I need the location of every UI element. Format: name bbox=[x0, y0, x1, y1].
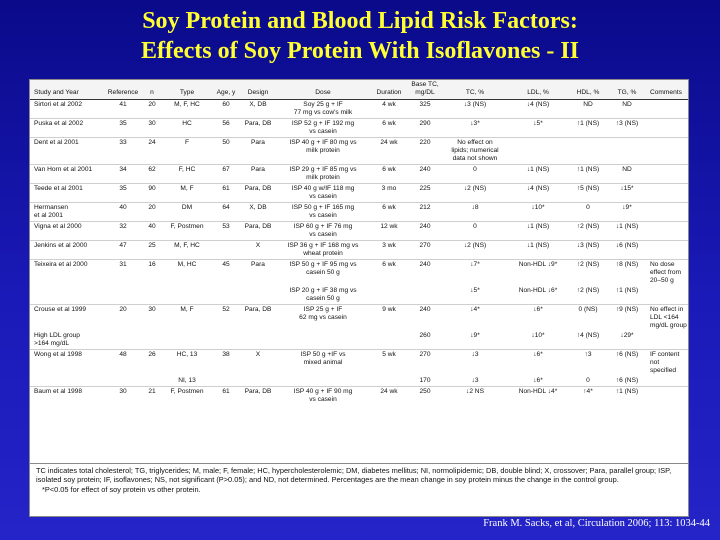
table-cell: 24 wk bbox=[370, 387, 408, 406]
table-cell: M, F bbox=[162, 184, 212, 203]
table-cell: M, F bbox=[162, 305, 212, 332]
table-cell bbox=[508, 138, 568, 165]
table-cell: ↓3 bbox=[442, 350, 508, 377]
table-cell: 35 bbox=[104, 184, 142, 203]
table-cell: ISP 25 g + IF 62 mg vs casein bbox=[276, 305, 370, 332]
table-cell: ↓10* bbox=[531, 332, 545, 339]
column-header: Dose bbox=[276, 80, 370, 100]
table-cell: ISP 29 g + IF 85 mg vs milk protein bbox=[276, 165, 370, 184]
table-cell bbox=[646, 387, 688, 406]
table-cell: ↓3 bbox=[471, 377, 479, 384]
table-cell: ↑2 (NS) bbox=[568, 260, 608, 287]
table-cell: 6 wk bbox=[370, 119, 408, 138]
table-cell: 0 (NS) bbox=[568, 305, 608, 332]
table-cell: No dose effect from 20–50 g bbox=[646, 260, 688, 287]
table-cell: Non-HDL ↓9* bbox=[508, 260, 568, 287]
table-cell bbox=[370, 331, 408, 350]
table-cell: 20 bbox=[142, 100, 162, 119]
table-cell: 9 wk bbox=[370, 305, 408, 332]
table-cell: 50 bbox=[212, 138, 240, 165]
table-cell: DM bbox=[162, 203, 212, 222]
table-cell: ISP 20 g + IF 38 mg vs casein 50 g bbox=[289, 287, 357, 302]
table-cell: 3 wk bbox=[370, 241, 408, 260]
table-cell: 31 bbox=[104, 260, 142, 287]
table-cell: 26 bbox=[142, 350, 162, 377]
table-cell: ↓9* bbox=[608, 203, 646, 222]
table-cell: Crouse et al 1999 bbox=[30, 305, 104, 332]
table-cell: 260 bbox=[419, 332, 431, 339]
table-cell: ND bbox=[608, 165, 646, 184]
table-cell: Vigna et al 2000 bbox=[30, 222, 104, 241]
table-cell: X, DB bbox=[240, 203, 276, 222]
table-cell: ↓6* bbox=[533, 377, 543, 384]
table-cell: ↓6* bbox=[508, 350, 568, 377]
table-cell: 52 bbox=[212, 305, 240, 332]
table-cell bbox=[646, 241, 688, 260]
table-cell: Wong et al 1998 bbox=[30, 350, 104, 377]
table-cell: ↓1 (NS) bbox=[508, 241, 568, 260]
table-cell: F, Postmen bbox=[162, 222, 212, 241]
table-cell: Baum et al 1998 bbox=[30, 387, 104, 406]
table-cell: F, HC bbox=[162, 165, 212, 184]
table-cell: 240 bbox=[408, 165, 442, 184]
table-cell: High LDL group >164 mg/dL bbox=[34, 332, 80, 347]
table-cell: 16 bbox=[142, 260, 162, 287]
column-header: Design bbox=[240, 80, 276, 100]
table-cell: Para bbox=[240, 165, 276, 184]
table-cell: 212 bbox=[408, 203, 442, 222]
table-cell: 270 bbox=[408, 241, 442, 260]
table-cell bbox=[646, 100, 688, 119]
table-cell: No effect in LDL <164 mg/dL group bbox=[646, 305, 688, 332]
table-cell: 34 bbox=[104, 165, 142, 184]
table-cell: 12 wk bbox=[370, 222, 408, 241]
table-panel bbox=[29, 79, 689, 464]
table-cell bbox=[276, 331, 370, 350]
table-cell: ↓4* bbox=[442, 305, 508, 332]
table-row bbox=[30, 100, 688, 119]
table-cell: M, F, HC bbox=[162, 100, 212, 119]
table-cell: Sirtori et al 2002 bbox=[30, 100, 104, 119]
table-cell: 25 bbox=[142, 241, 162, 260]
column-header: Base TC, mg/DL bbox=[408, 80, 442, 100]
table-cell: 20 bbox=[104, 305, 142, 332]
table-cell: ↑1 (NS) bbox=[615, 287, 639, 294]
table-cell: ↓3 (NS) bbox=[568, 241, 608, 260]
table-cell: IF content not specified bbox=[646, 350, 688, 377]
table-row bbox=[30, 305, 688, 332]
table-cell: ↑2 (NS) bbox=[576, 287, 600, 294]
table-cell: ISP 40 g w/IF 118 mg vs casein bbox=[276, 184, 370, 203]
table-cell bbox=[646, 222, 688, 241]
column-header: Comments bbox=[646, 80, 688, 100]
table-cell: ISP 50 g + IF 165 mg vs casein bbox=[276, 203, 370, 222]
slide-title-line2: Effects of Soy Protein With Isoflavones - II bbox=[141, 38, 579, 64]
table-cell: ↓2 (NS) bbox=[442, 184, 508, 203]
table-cell bbox=[646, 138, 688, 165]
table-cell: 21 bbox=[142, 387, 162, 406]
table-cell bbox=[646, 286, 688, 305]
table-cell: ↑5 (NS) bbox=[568, 184, 608, 203]
table-cell: 53 bbox=[212, 222, 240, 241]
table-cell: ↑4 (NS) bbox=[576, 332, 600, 339]
table-cell: ISP 40 g + IF 90 mg vs casein bbox=[276, 387, 370, 406]
table-cell: ↓9* bbox=[470, 332, 480, 339]
table-cell: 33 bbox=[104, 138, 142, 165]
table-cell: ↓15* bbox=[608, 184, 646, 203]
table-cell: ↓10* bbox=[508, 203, 568, 222]
table-cell: 30 bbox=[104, 387, 142, 406]
table-cell: ND bbox=[608, 100, 646, 119]
table-cell: ISP 40 g + IF 80 mg vs milk protein bbox=[276, 138, 370, 165]
table-row bbox=[30, 350, 688, 377]
table-cell bbox=[608, 138, 646, 165]
table-cell: ISP 36 g + IF 168 mg vs wheat protein bbox=[276, 241, 370, 260]
footnote-abbreviations: TC indicates total cholesterol; TG, triglycerides; M, male; F, female; HC, hypercholesterolemic; DM, diabetes mellitus; NI, normolipidemic; DB, double blind; X, crossover; Para, parallel group; ISP, isolated soy protein; IF, isoflavones; NS, not significant (P>0.05); and ND, not determined. Percentages are the mean change in soy protein minus the change in the control group. bbox=[36, 466, 672, 485]
table-cell bbox=[142, 376, 162, 387]
table-cell bbox=[30, 286, 104, 305]
table-cell: ↑1 (NS) bbox=[568, 165, 608, 184]
table-cell bbox=[212, 376, 240, 387]
column-header: TG, % bbox=[608, 80, 646, 100]
table-cell: ↓8 bbox=[442, 203, 508, 222]
table-cell: ↓7* bbox=[442, 260, 508, 287]
column-header: Type bbox=[162, 80, 212, 100]
table-cell: Para bbox=[240, 138, 276, 165]
column-header: LDL, % bbox=[508, 80, 568, 100]
table-cell: 240 bbox=[408, 305, 442, 332]
table-cell: 30 bbox=[142, 305, 162, 332]
table-cell: ↓2 NS bbox=[442, 387, 508, 406]
table-cell bbox=[408, 286, 442, 305]
table-cell: 3 mo bbox=[370, 184, 408, 203]
table-cell: 0 bbox=[586, 377, 590, 384]
table-cell bbox=[104, 286, 142, 305]
table-cell: ↓3 (NS) bbox=[442, 100, 508, 119]
table-cell: 6 wk bbox=[370, 203, 408, 222]
table-cell: Dent et al 2001 bbox=[30, 138, 104, 165]
table-cell: ↑1 (NS) bbox=[568, 119, 608, 138]
table-cell: Para, DB bbox=[240, 222, 276, 241]
table-cell: Teixeira et al 2000 bbox=[30, 260, 104, 287]
table-cell: ↓29* bbox=[620, 332, 634, 339]
table-cell: ↓1 (NS) bbox=[608, 222, 646, 241]
column-header: Age, y bbox=[212, 80, 240, 100]
table-cell bbox=[212, 241, 240, 260]
table-cell: HC bbox=[162, 119, 212, 138]
column-header: HDL, % bbox=[568, 80, 608, 100]
table-row bbox=[30, 331, 688, 350]
table-cell bbox=[646, 203, 688, 222]
table-cell: 325 bbox=[408, 100, 442, 119]
table-cell: 61 bbox=[212, 387, 240, 406]
table-cell: 40 bbox=[104, 203, 142, 222]
table-cell: ↓6* bbox=[508, 305, 568, 332]
table-cell: Para, DB bbox=[240, 184, 276, 203]
table-cell: Para, DB bbox=[240, 119, 276, 138]
table-cell bbox=[30, 376, 104, 387]
table-cell: ↑6 (NS) bbox=[608, 350, 646, 377]
table-cell: X bbox=[240, 350, 276, 377]
column-header: Duration bbox=[370, 80, 408, 100]
table-cell: Non-HDL ↓6* bbox=[518, 287, 558, 294]
column-header: Reference bbox=[104, 80, 142, 100]
table-cell bbox=[104, 331, 142, 350]
table-row bbox=[30, 203, 688, 222]
table-cell: Para, DB bbox=[240, 305, 276, 332]
table-cell: 90 bbox=[142, 184, 162, 203]
table-cell: 170 bbox=[419, 377, 431, 384]
table-cell: 4 wk bbox=[370, 100, 408, 119]
table-cell: ↓5* bbox=[470, 287, 480, 294]
table-cell: ↑3 (NS) bbox=[608, 119, 646, 138]
table-cell bbox=[370, 376, 408, 387]
table-cell: 240 bbox=[408, 260, 442, 287]
table-cell: ↓1 (NS) bbox=[508, 165, 568, 184]
table-cell: Hermansen et al 2001 bbox=[30, 203, 104, 222]
table-cell: ISP 50 g +IF vs mixed animal bbox=[276, 350, 370, 377]
table-cell: 64 bbox=[212, 203, 240, 222]
table-cell bbox=[240, 286, 276, 305]
table-body bbox=[30, 100, 688, 406]
table-cell: F bbox=[162, 138, 212, 165]
slide-title-line1: Soy Protein and Blood Lipid Risk Factors: bbox=[142, 8, 578, 34]
table-cell: ↓2 (NS) bbox=[442, 241, 508, 260]
table-row bbox=[30, 184, 688, 203]
table-cell: 32 bbox=[104, 222, 142, 241]
table-cell: Van Horn et al 2001 bbox=[30, 165, 104, 184]
table-cell: 38 bbox=[212, 350, 240, 377]
table-cell bbox=[646, 165, 688, 184]
table-cell: ND bbox=[568, 100, 608, 119]
table-cell bbox=[240, 376, 276, 387]
table-cell: Non-HDL ↓4* bbox=[508, 387, 568, 406]
table-cell: No effect on lipids; numerical data not shown bbox=[442, 138, 508, 165]
table-row bbox=[30, 387, 688, 406]
table-cell bbox=[646, 184, 688, 203]
table-cell: 225 bbox=[408, 184, 442, 203]
table-cell bbox=[104, 376, 142, 387]
table-cell: Soy 25 g + IF 77 mg vs cow's milk bbox=[276, 100, 370, 119]
table-cell: 35 bbox=[104, 119, 142, 138]
table-cell: ISP 52 g + IF 192 mg vs casein bbox=[276, 119, 370, 138]
table-cell: 250 bbox=[408, 387, 442, 406]
table-row bbox=[30, 165, 688, 184]
table-cell: 61 bbox=[212, 184, 240, 203]
table-cell bbox=[212, 286, 240, 305]
table-cell: 5 wk bbox=[370, 350, 408, 377]
table-cell: X bbox=[240, 241, 276, 260]
table-cell bbox=[162, 286, 212, 305]
table-cell: F, Postmen bbox=[162, 387, 212, 406]
table-cell: Para, DB bbox=[240, 387, 276, 406]
table-cell: Para bbox=[240, 260, 276, 287]
table-cell: ↑2 (NS) bbox=[568, 222, 608, 241]
table-cell: 40 bbox=[142, 222, 162, 241]
table-cell: 41 bbox=[104, 100, 142, 119]
table-cell: ↑4* bbox=[568, 387, 608, 406]
table-cell: 56 bbox=[212, 119, 240, 138]
table-cell: ↑9 (NS) bbox=[608, 305, 646, 332]
table-cell: M, F, HC bbox=[162, 241, 212, 260]
table-cell: ↑3 bbox=[568, 350, 608, 377]
citation: Frank M. Sacks, et al, Circulation 2006; 113: 1034-44 bbox=[483, 518, 710, 529]
table-cell: ISP 60 g + IF 76 mg vs casein bbox=[276, 222, 370, 241]
table-cell: 0 bbox=[442, 165, 508, 184]
table-cell: HC, 13 bbox=[162, 350, 212, 377]
table-row bbox=[30, 260, 688, 287]
table-cell: 0 bbox=[442, 222, 508, 241]
table-cell: 45 bbox=[212, 260, 240, 287]
table-row bbox=[30, 376, 688, 387]
table-cell bbox=[212, 331, 240, 350]
table-cell: 30 bbox=[142, 119, 162, 138]
soy-protein-table bbox=[30, 80, 688, 405]
table-cell: 47 bbox=[104, 241, 142, 260]
table-cell bbox=[568, 138, 608, 165]
table-cell: 0 bbox=[568, 203, 608, 222]
column-header: n bbox=[142, 80, 162, 100]
table-cell: ↓5* bbox=[508, 119, 568, 138]
table-cell: 48 bbox=[104, 350, 142, 377]
table-cell: Teede et al 2001 bbox=[30, 184, 104, 203]
table-cell: Puska et al 2002 bbox=[30, 119, 104, 138]
table-cell bbox=[142, 286, 162, 305]
table-cell: Jenkins et al 2000 bbox=[30, 241, 104, 260]
table-row bbox=[30, 119, 688, 138]
table-cell: ↓4 (NS) bbox=[508, 184, 568, 203]
table-cell bbox=[240, 331, 276, 350]
table-cell: ↑1 (NS) bbox=[608, 387, 646, 406]
table-cell: 6 wk bbox=[370, 165, 408, 184]
table-cell: 240 bbox=[408, 222, 442, 241]
table-cell: ↓3* bbox=[442, 119, 508, 138]
table-cell: 24 bbox=[142, 138, 162, 165]
table-cell: ↓1 (NS) bbox=[508, 222, 568, 241]
table-cell: X, DB bbox=[240, 100, 276, 119]
table-cell bbox=[276, 376, 370, 387]
table-cell: ↑6 (NS) bbox=[615, 377, 639, 384]
table-cell: 6 wk bbox=[370, 260, 408, 287]
table-cell: 220 bbox=[408, 138, 442, 165]
table-cell bbox=[162, 331, 212, 350]
table-cell: 24 wk bbox=[370, 138, 408, 165]
table-cell: ↑8 (NS) bbox=[608, 260, 646, 287]
table-cell: 67 bbox=[212, 165, 240, 184]
table-cell bbox=[646, 376, 688, 387]
table-cell: ↓6 (NS) bbox=[608, 241, 646, 260]
column-header: Study and Year bbox=[30, 80, 104, 100]
table-cell bbox=[646, 119, 688, 138]
table-cell bbox=[646, 331, 688, 350]
table-cell: 270 bbox=[408, 350, 442, 377]
table-cell: ↓4 (NS) bbox=[508, 100, 568, 119]
table-cell: NI, 13 bbox=[178, 377, 196, 384]
footnote-box bbox=[29, 463, 689, 517]
table-cell bbox=[370, 286, 408, 305]
footnote-significance: *P<0.05 for effect of soy protein vs other protein. bbox=[42, 484, 201, 494]
table-cell: 290 bbox=[408, 119, 442, 138]
table-cell: 62 bbox=[142, 165, 162, 184]
table-cell: M, HC bbox=[162, 260, 212, 287]
table-row bbox=[30, 138, 688, 165]
table-row bbox=[30, 222, 688, 241]
table-cell: 60 bbox=[212, 100, 240, 119]
table-cell bbox=[142, 331, 162, 350]
table-cell: ISP 50 g + IF 95 mg vs casein 50 g bbox=[276, 260, 370, 287]
table-header-row bbox=[30, 80, 688, 100]
table-row bbox=[30, 241, 688, 260]
table-row bbox=[30, 286, 688, 305]
table-cell: 20 bbox=[142, 203, 162, 222]
column-header: TC, % bbox=[442, 80, 508, 100]
